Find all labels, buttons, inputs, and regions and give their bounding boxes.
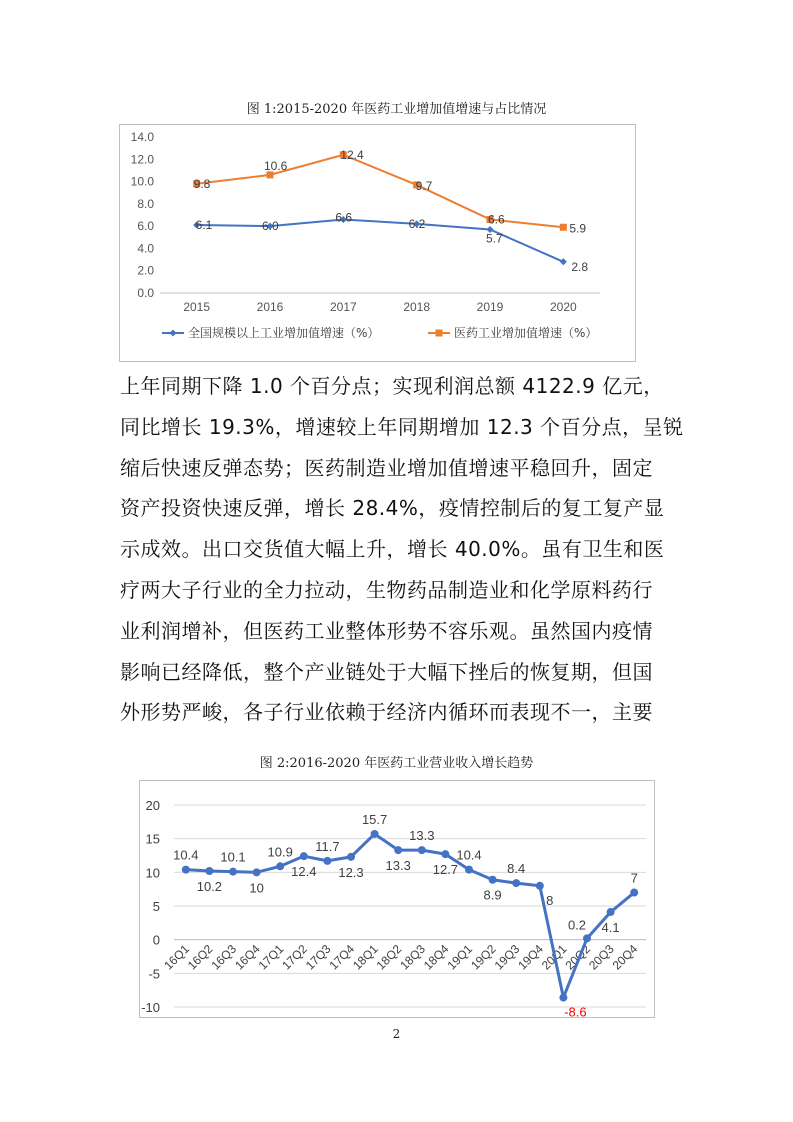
x-tick-label: 2018 [403, 300, 431, 314]
x-tick-label: 17Q1 [255, 941, 287, 973]
data-label: 7 [630, 870, 638, 886]
data-point [559, 994, 567, 1002]
body-line: 上年同期下降 1.0 个百分点；实现利润总额 4122.9 亿元， [120, 374, 664, 398]
data-point [323, 857, 331, 865]
legend-marker [436, 330, 443, 337]
x-tick-label: 20Q1 [538, 941, 570, 973]
figure1-chart-svg [120, 125, 635, 361]
data-point [253, 868, 261, 876]
data-label: 12.4 [291, 864, 317, 880]
page-number: 2 [392, 1027, 401, 1041]
x-tick-label: 16Q4 [232, 941, 263, 973]
body-line: 同比增长 19.3%，增速较上年同期增加 12.3 个百分点，呈锐 [120, 414, 684, 439]
body-line: 外形势严峻，各子行业依赖于经济内循环而表现不一，主要 [120, 700, 653, 725]
data-label: 10.9 [267, 844, 293, 860]
data-point [630, 889, 638, 897]
x-tick-label: 18Q2 [373, 941, 405, 973]
figure2-chart [139, 780, 655, 1018]
x-tick-label: 16Q1 [161, 941, 192, 973]
x-tick-label: 16Q3 [208, 941, 240, 973]
x-tick-label: 17Q4 [326, 941, 358, 973]
data-point [394, 846, 402, 854]
data-point [205, 867, 213, 875]
data-label: 10.4 [456, 847, 482, 863]
data-label: 9.8 [193, 176, 211, 191]
x-tick-label: 20Q4 [609, 941, 641, 973]
data-point [300, 852, 308, 860]
data-label: 4.1 [601, 920, 620, 936]
data-point [489, 876, 497, 884]
figure1-chart [119, 124, 636, 362]
y-tick-label: 0.0 [137, 286, 154, 300]
x-tick-label: 18Q1 [350, 941, 381, 973]
data-point [560, 224, 567, 231]
x-tick-label: 2016 [256, 300, 284, 314]
body-line: 示成效。出口交货值大幅上升，增长 40.0%。虽有卫生和医 [120, 537, 665, 562]
body-line: 影响已经降低，整个产业链处于大幅下挫后的恢复期，但国 [120, 659, 653, 684]
x-tick-label: 2015 [183, 300, 211, 314]
data-point [441, 850, 449, 858]
data-label: 8.9 [483, 887, 502, 903]
x-tick-label: 17Q3 [302, 941, 334, 973]
data-point [465, 866, 473, 874]
body-line: 业利润增补，但医药工业整体形势不容乐观。虽然国内疫情 [120, 618, 653, 643]
x-tick-label: 18Q4 [420, 941, 452, 973]
y-tick-label: 10 [145, 865, 160, 881]
figure2-caption: 图 2:2016-2020 年医药工业营业收入增长趋势 [259, 756, 534, 771]
data-point [607, 908, 615, 916]
x-tick-label: 19Q3 [491, 941, 523, 973]
y-tick-label: -10 [141, 1000, 160, 1015]
x-tick-label: 2017 [329, 300, 357, 314]
data-point [371, 830, 379, 838]
data-label: 5.9 [569, 221, 587, 236]
x-tick-label: 20Q3 [586, 941, 617, 973]
y-tick-label: 5 [152, 899, 160, 914]
figure2-chart-svg [140, 781, 654, 1017]
data-label: 6.2 [408, 216, 426, 231]
body-paragraph [120, 366, 684, 733]
y-tick-label: 12.0 [130, 152, 154, 167]
data-point [418, 846, 426, 854]
data-label: 8.4 [507, 861, 526, 877]
data-label: 6.1 [195, 218, 213, 233]
data-label: 9.7 [415, 178, 433, 193]
series-line [197, 155, 564, 227]
data-label: 2.8 [571, 259, 589, 274]
x-tick-label: 17Q2 [279, 941, 310, 973]
body-line: 疗两大子行业的全力拉动，生物药品制造业和化学原料药行 [120, 577, 653, 602]
y-tick-label: 4.0 [137, 241, 154, 256]
data-point [512, 879, 520, 887]
x-tick-label: 20Q2 [562, 941, 594, 973]
legend-marker [170, 330, 177, 337]
data-point [182, 866, 190, 874]
legend-label: 全国规模以上工业增加值增速（%） [188, 326, 380, 340]
y-tick-label: 14.0 [130, 130, 154, 144]
data-label: 12.4 [340, 147, 364, 162]
data-label: 11.7 [315, 838, 340, 854]
data-label: 6.6 [488, 212, 505, 227]
y-tick-label: 6.0 [137, 219, 154, 234]
data-label: 10 [249, 880, 264, 896]
data-point [347, 853, 355, 861]
y-tick-label: -5 [148, 966, 160, 982]
data-label: 10.6 [264, 158, 288, 173]
x-tick-label: 19Q1 [444, 941, 476, 973]
y-tick-label: 8.0 [137, 196, 154, 211]
data-label: 8 [546, 892, 554, 908]
x-tick-label: 19Q2 [468, 941, 499, 973]
body-line: 资产投资快速反弹，增长 28.4%，疫情控制后的复工复产显 [120, 496, 665, 521]
data-label: 12.3 [338, 864, 364, 880]
x-tick-label: 2020 [549, 300, 577, 314]
data-label: -8.6 [564, 1004, 587, 1017]
data-label: 10.2 [196, 878, 223, 894]
data-point [229, 868, 237, 876]
data-point [276, 862, 284, 870]
y-tick-label: 2.0 [137, 263, 154, 278]
y-tick-label: 15 [145, 831, 160, 847]
figure1-caption: 图 1:2015-2020 年医药工业增加值增速与占比情况 [246, 102, 547, 117]
data-label: 0.2 [567, 917, 587, 933]
data-label: 6.6 [335, 210, 353, 225]
legend-label: 医药工业增加值增速（%） [454, 326, 598, 340]
data-label: 13.3 [385, 858, 411, 874]
data-label: 12.7 [432, 862, 459, 878]
data-point [560, 258, 567, 265]
x-tick-label: 19Q4 [515, 941, 546, 973]
data-label: 10.1 [220, 849, 246, 865]
data-label: 10.4 [173, 847, 199, 863]
data-label: 5.7 [486, 231, 503, 246]
data-point [536, 882, 544, 890]
x-tick-label: 16Q2 [184, 941, 216, 973]
data-label: 13.3 [409, 828, 435, 844]
data-label: 15.7 [361, 811, 388, 827]
y-tick-label: 20 [145, 798, 160, 813]
x-tick-label: 18Q3 [397, 941, 428, 973]
y-tick-label: 10.0 [130, 174, 154, 189]
y-tick-label: 0 [152, 932, 160, 948]
x-tick-label: 2019 [476, 300, 504, 314]
data-label: 6.0 [262, 219, 279, 234]
body-line: 缩后快速反弹态势；医药制造业增加值增速平稳回升，固定 [120, 455, 653, 480]
data-point [583, 934, 591, 942]
